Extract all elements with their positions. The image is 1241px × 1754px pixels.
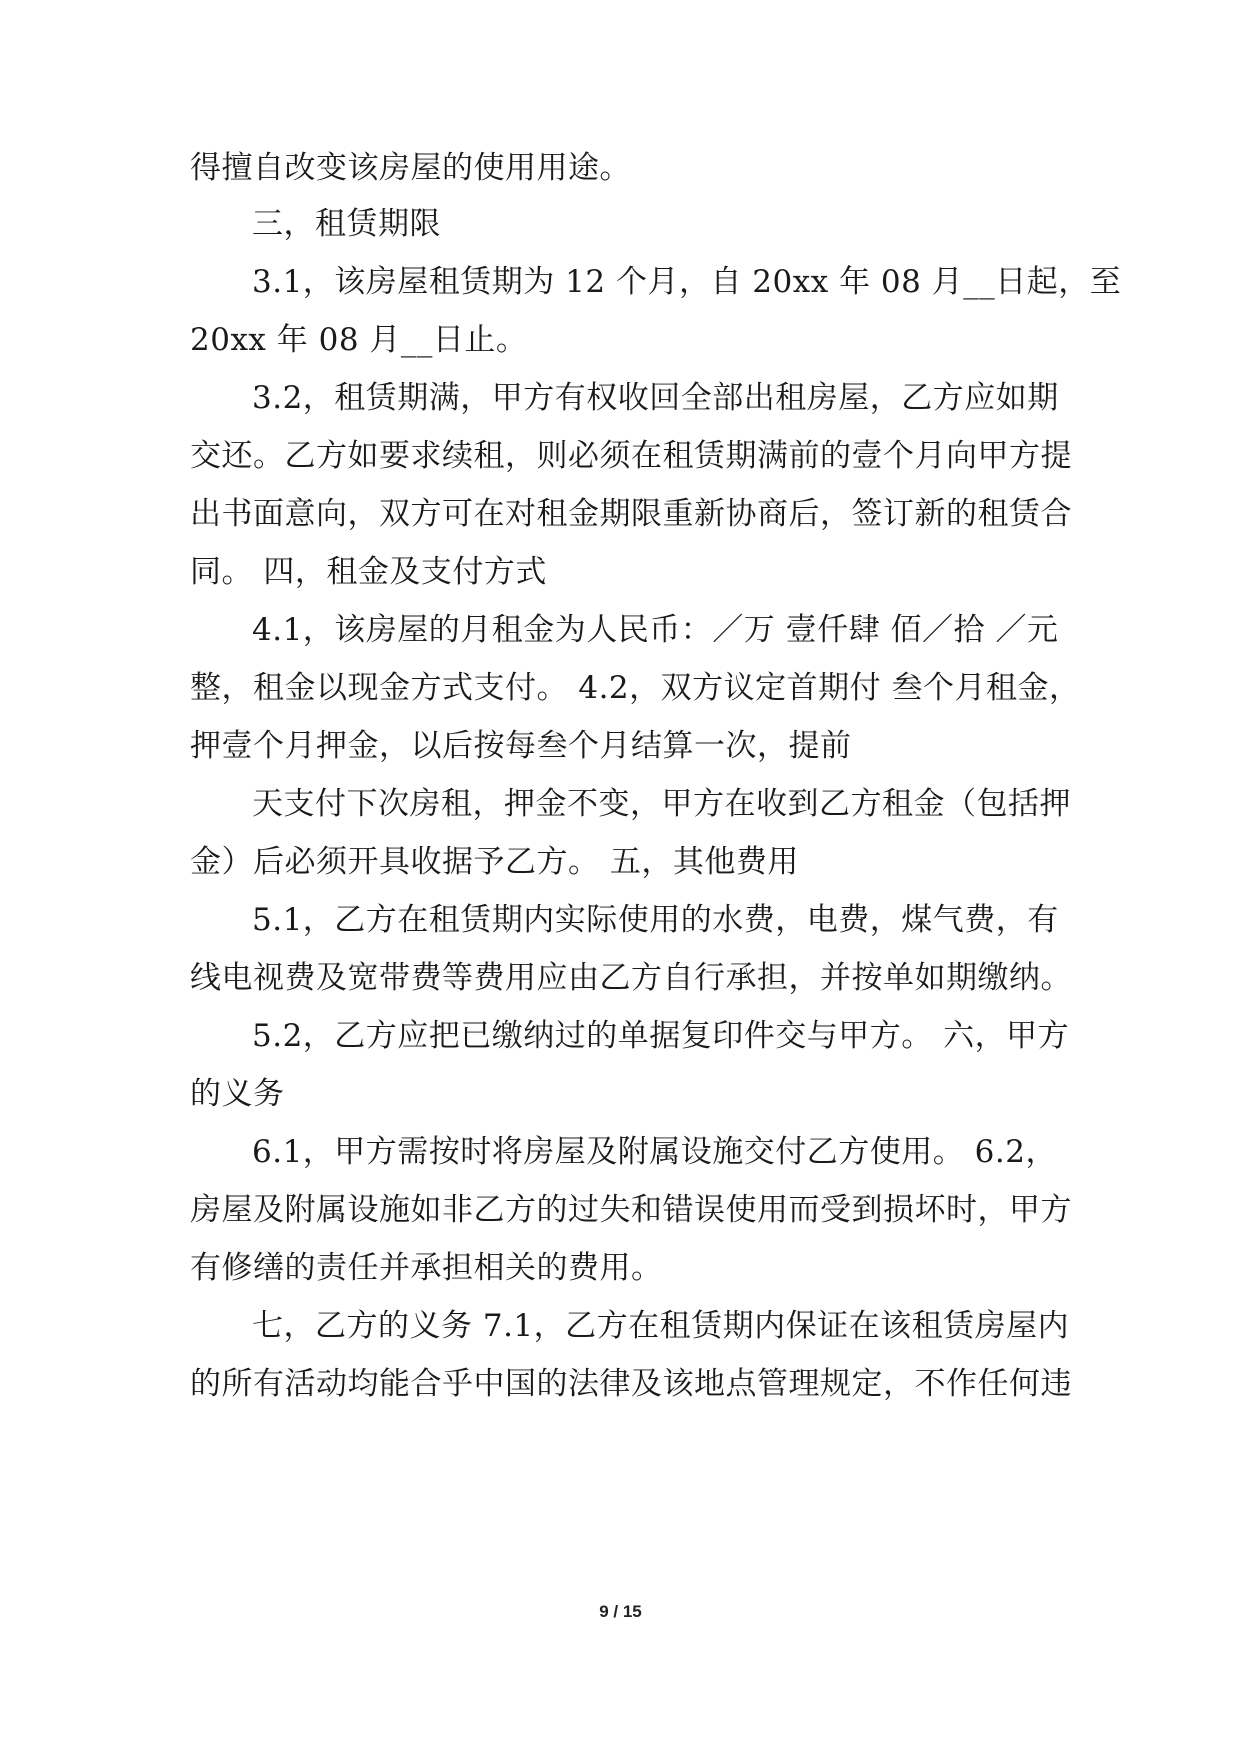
text-line: 线电视费及宽带费等费用应由乙方自行承担，并按单如期缴纳。 [190,960,1072,996]
page-number: 9 / 15 [599,1602,642,1621]
text-line: 出书面意向，双方可在对租金期限重新协商后，签订新的租赁合 [190,496,1072,532]
text-line: 5.2，乙方应把已缴纳过的单据复印件交与甲方。 六，甲方 [252,1018,1070,1054]
text-line: 交还。乙方如要求续租，则必须在租赁期满前的壹个月向甲方提 [190,438,1072,474]
text-line: 天支付下次房租，押金不变，甲方在收到乙方租金（包括押 [252,786,1071,822]
text-line: 同。 四，租金及支付方式 [190,554,547,590]
text-line: 得擅自改变该房屋的使用用途。 [190,150,631,186]
text-line: 3.1，该房屋租赁期为 12 个月，自 20xx 年 08 月__日起，至 [252,264,1122,300]
text-line: 七，乙方的义务 7.1，乙方在租赁期内保证在该租赁房屋内 [252,1308,1070,1344]
text-line: 的义务 [190,1076,285,1112]
text-line: 金）后必须开具收据予乙方。 五，其他费用 [190,844,799,880]
text-line: 6.1，甲方需按时将房屋及附属设施交付乙方使用。 6.2， [252,1134,1057,1170]
text-line: 5.1，乙方在租赁期内实际使用的水费，电费，煤气费，有 [252,902,1059,938]
text-line: 整，租金以现金方式支付。 4.2，双方议定首期付 叁个月租金， [190,670,1081,706]
text-line: 有修缮的责任并承担相关的费用。 [190,1250,663,1286]
text-line: 4.1，该房屋的月租金为人民币：／万 壹仟肆 佰／拾 ／元 [252,612,1059,648]
text-line: 押壹个月押金，以后按每叁个月结算一次，提前 [190,728,852,764]
text-line: 房屋及附属设施如非乙方的过失和错误使用而受到损坏时，甲方 [190,1192,1072,1228]
text-line: 的所有活动均能合乎中国的法律及该地点管理规定，不作任何违 [190,1366,1072,1402]
section-heading: 三，租赁期限 [252,206,441,242]
text-line: 3.2，租赁期满，甲方有权收回全部出租房屋，乙方应如期 [252,380,1059,416]
text-line: 20xx 年 08 月__日止。 [190,322,528,358]
